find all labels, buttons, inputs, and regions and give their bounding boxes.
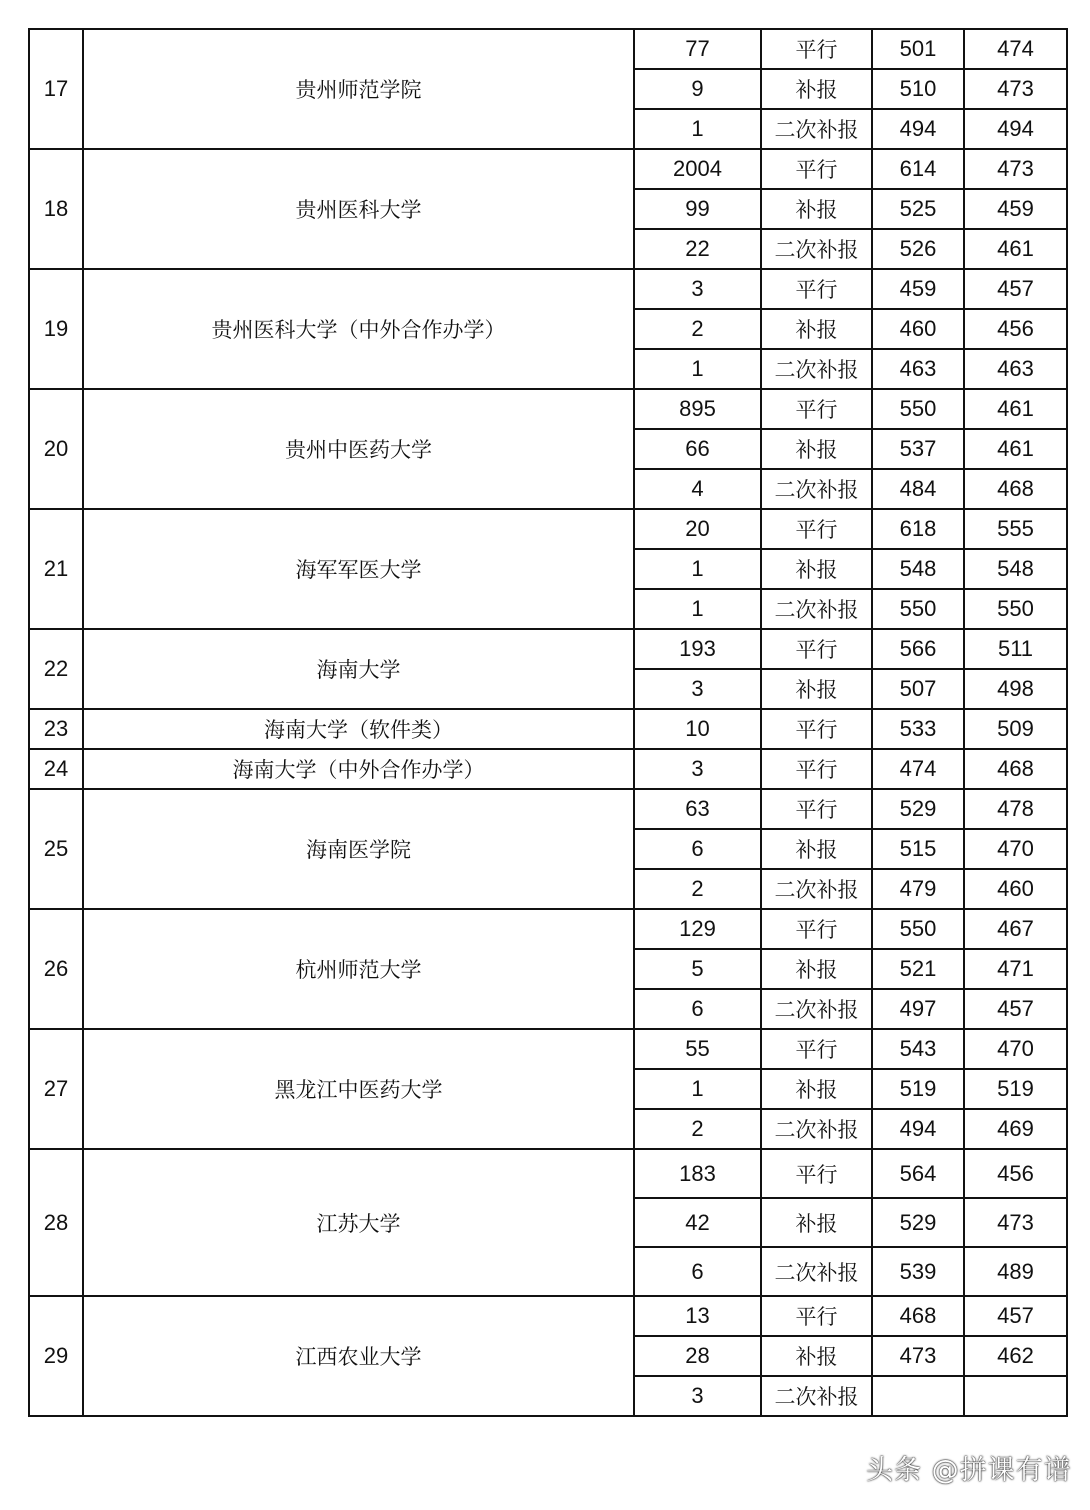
min-score-cell: 468 <box>964 749 1067 789</box>
school-number: 24 <box>29 749 83 789</box>
count-cell: 183 <box>634 1149 761 1198</box>
table-row <box>29 629 1067 669</box>
school-number: 20 <box>29 389 83 509</box>
count-cell: 22 <box>634 229 761 269</box>
type-cell: 平行 <box>761 509 872 549</box>
max-score-cell: 614 <box>872 149 964 189</box>
school-number: 27 <box>29 1029 83 1149</box>
count-cell: 3 <box>634 1376 761 1416</box>
type-cell: 补报 <box>761 1198 872 1247</box>
type-cell: 平行 <box>761 629 872 669</box>
table-row <box>29 909 1067 949</box>
school-number: 21 <box>29 509 83 629</box>
count-cell: 55 <box>634 1029 761 1069</box>
count-cell: 66 <box>634 429 761 469</box>
min-score-cell: 462 <box>964 1336 1067 1376</box>
max-score-cell: 484 <box>872 469 964 509</box>
count-cell: 1 <box>634 549 761 589</box>
count-cell: 129 <box>634 909 761 949</box>
type-cell: 补报 <box>761 549 872 589</box>
count-cell: 9 <box>634 69 761 109</box>
type-cell: 二次补报 <box>761 229 872 269</box>
max-score-cell: 510 <box>872 69 964 109</box>
school-number: 19 <box>29 269 83 389</box>
type-cell: 二次补报 <box>761 109 872 149</box>
school-name: 海南大学（软件类） <box>83 709 634 749</box>
max-score-cell: 537 <box>872 429 964 469</box>
max-score-cell: 529 <box>872 1198 964 1247</box>
table-row <box>29 509 1067 549</box>
max-score-cell: 543 <box>872 1029 964 1069</box>
min-score-cell: 456 <box>964 309 1067 349</box>
count-cell: 6 <box>634 1247 761 1296</box>
table-row <box>29 149 1067 189</box>
count-cell: 3 <box>634 749 761 789</box>
max-score-cell: 459 <box>872 269 964 309</box>
min-score-cell: 550 <box>964 589 1067 629</box>
type-cell: 补报 <box>761 309 872 349</box>
type-cell: 平行 <box>761 709 872 749</box>
school-name: 贵州中医药大学 <box>83 389 634 509</box>
min-score-cell: 460 <box>964 869 1067 909</box>
count-cell: 42 <box>634 1198 761 1247</box>
count-cell: 99 <box>634 189 761 229</box>
school-name: 杭州师范大学 <box>83 909 634 1029</box>
max-score-cell: 463 <box>872 349 964 389</box>
table-row <box>29 389 1067 429</box>
count-cell: 1 <box>634 349 761 389</box>
school-name: 江西农业大学 <box>83 1296 634 1416</box>
type-cell: 平行 <box>761 29 872 69</box>
max-score-cell: 550 <box>872 589 964 629</box>
min-score-cell: 461 <box>964 229 1067 269</box>
type-cell: 平行 <box>761 269 872 309</box>
max-score-cell: 474 <box>872 749 964 789</box>
school-number: 17 <box>29 29 83 149</box>
school-number: 29 <box>29 1296 83 1416</box>
count-cell: 1 <box>634 589 761 629</box>
school-number: 22 <box>29 629 83 709</box>
school-number: 23 <box>29 709 83 749</box>
count-cell: 20 <box>634 509 761 549</box>
max-score-cell <box>872 1376 964 1416</box>
min-score-cell: 468 <box>964 469 1067 509</box>
admission-score-table <box>28 28 1068 1417</box>
min-score-cell: 494 <box>964 109 1067 149</box>
school-number: 25 <box>29 789 83 909</box>
count-cell: 1 <box>634 1069 761 1109</box>
max-score-cell: 526 <box>872 229 964 269</box>
count-cell: 6 <box>634 989 761 1029</box>
max-score-cell: 550 <box>872 909 964 949</box>
school-name: 黑龙江中医药大学 <box>83 1029 634 1149</box>
type-cell: 平行 <box>761 1029 872 1069</box>
max-score-cell: 468 <box>872 1296 964 1336</box>
min-score-cell: 471 <box>964 949 1067 989</box>
count-cell: 13 <box>634 1296 761 1336</box>
school-number: 28 <box>29 1149 83 1296</box>
max-score-cell: 460 <box>872 309 964 349</box>
school-name: 贵州师范学院 <box>83 29 634 149</box>
max-score-cell: 515 <box>872 829 964 869</box>
school-number: 26 <box>29 909 83 1029</box>
school-number: 18 <box>29 149 83 269</box>
min-score-cell: 519 <box>964 1069 1067 1109</box>
table-row <box>29 1029 1067 1069</box>
type-cell: 平行 <box>761 1149 872 1198</box>
school-name: 海南医学院 <box>83 789 634 909</box>
max-score-cell: 533 <box>872 709 964 749</box>
table-row <box>29 269 1067 309</box>
type-cell: 平行 <box>761 789 872 829</box>
min-score-cell: 459 <box>964 189 1067 229</box>
type-cell: 补报 <box>761 189 872 229</box>
min-score-cell: 473 <box>964 149 1067 189</box>
type-cell: 平行 <box>761 389 872 429</box>
count-cell: 2004 <box>634 149 761 189</box>
type-cell: 二次补报 <box>761 469 872 509</box>
type-cell: 补报 <box>761 1336 872 1376</box>
min-score-cell: 470 <box>964 1029 1067 1069</box>
max-score-cell: 519 <box>872 1069 964 1109</box>
count-cell: 4 <box>634 469 761 509</box>
max-score-cell: 566 <box>872 629 964 669</box>
count-cell: 6 <box>634 829 761 869</box>
min-score-cell: 470 <box>964 829 1067 869</box>
min-score-cell: 511 <box>964 629 1067 669</box>
min-score-cell: 467 <box>964 909 1067 949</box>
count-cell: 28 <box>634 1336 761 1376</box>
count-cell: 3 <box>634 269 761 309</box>
min-score-cell: 555 <box>964 509 1067 549</box>
watermark: 头条 @拼课有谱 <box>866 1455 1072 1486</box>
type-cell: 平行 <box>761 909 872 949</box>
count-cell: 2 <box>634 1109 761 1149</box>
min-score-cell: 509 <box>964 709 1067 749</box>
max-score-cell: 521 <box>872 949 964 989</box>
min-score-cell: 478 <box>964 789 1067 829</box>
table-row <box>29 29 1067 69</box>
type-cell: 二次补报 <box>761 869 872 909</box>
type-cell: 补报 <box>761 949 872 989</box>
table-row <box>29 709 1067 749</box>
min-score-cell: 463 <box>964 349 1067 389</box>
type-cell: 平行 <box>761 749 872 789</box>
count-cell: 63 <box>634 789 761 829</box>
count-cell: 77 <box>634 29 761 69</box>
min-score-cell: 498 <box>964 669 1067 709</box>
max-score-cell: 550 <box>872 389 964 429</box>
count-cell: 5 <box>634 949 761 989</box>
min-score-cell: 474 <box>964 29 1067 69</box>
max-score-cell: 564 <box>872 1149 964 1198</box>
count-cell: 193 <box>634 629 761 669</box>
type-cell: 平行 <box>761 149 872 189</box>
table-row <box>29 789 1067 829</box>
school-name: 海南大学（中外合作办学） <box>83 749 634 789</box>
max-score-cell: 501 <box>872 29 964 69</box>
max-score-cell: 529 <box>872 789 964 829</box>
type-cell: 二次补报 <box>761 349 872 389</box>
max-score-cell: 473 <box>872 1336 964 1376</box>
type-cell: 二次补报 <box>761 989 872 1029</box>
max-score-cell: 494 <box>872 1109 964 1149</box>
type-cell: 平行 <box>761 1296 872 1336</box>
school-name: 海军军医大学 <box>83 509 634 629</box>
min-score-cell: 457 <box>964 989 1067 1029</box>
type-cell: 二次补报 <box>761 1376 872 1416</box>
max-score-cell: 497 <box>872 989 964 1029</box>
max-score-cell: 507 <box>872 669 964 709</box>
min-score-cell: 548 <box>964 549 1067 589</box>
type-cell: 二次补报 <box>761 1109 872 1149</box>
max-score-cell: 548 <box>872 549 964 589</box>
type-cell: 二次补报 <box>761 1247 872 1296</box>
count-cell: 895 <box>634 389 761 429</box>
type-cell: 补报 <box>761 1069 872 1109</box>
max-score-cell: 539 <box>872 1247 964 1296</box>
min-score-cell: 489 <box>964 1247 1067 1296</box>
type-cell: 补报 <box>761 429 872 469</box>
type-cell: 补报 <box>761 69 872 109</box>
type-cell: 二次补报 <box>761 589 872 629</box>
count-cell: 1 <box>634 109 761 149</box>
max-score-cell: 479 <box>872 869 964 909</box>
school-name: 江苏大学 <box>83 1149 634 1296</box>
min-score-cell: 461 <box>964 389 1067 429</box>
min-score-cell: 461 <box>964 429 1067 469</box>
count-cell: 2 <box>634 309 761 349</box>
table-row <box>29 1149 1067 1198</box>
min-score-cell: 473 <box>964 1198 1067 1247</box>
count-cell: 10 <box>634 709 761 749</box>
school-name: 贵州医科大学（中外合作办学） <box>83 269 634 389</box>
table-row <box>29 1296 1067 1336</box>
count-cell: 3 <box>634 669 761 709</box>
min-score-cell: 456 <box>964 1149 1067 1198</box>
type-cell: 补报 <box>761 829 872 869</box>
min-score-cell: 457 <box>964 269 1067 309</box>
min-score-cell: 457 <box>964 1296 1067 1336</box>
max-score-cell: 494 <box>872 109 964 149</box>
school-name: 贵州医科大学 <box>83 149 634 269</box>
max-score-cell: 525 <box>872 189 964 229</box>
table-row <box>29 749 1067 789</box>
max-score-cell: 618 <box>872 509 964 549</box>
type-cell: 补报 <box>761 669 872 709</box>
min-score-cell: 469 <box>964 1109 1067 1149</box>
school-name: 海南大学 <box>83 629 634 709</box>
min-score-cell: 473 <box>964 69 1067 109</box>
count-cell: 2 <box>634 869 761 909</box>
min-score-cell <box>964 1376 1067 1416</box>
